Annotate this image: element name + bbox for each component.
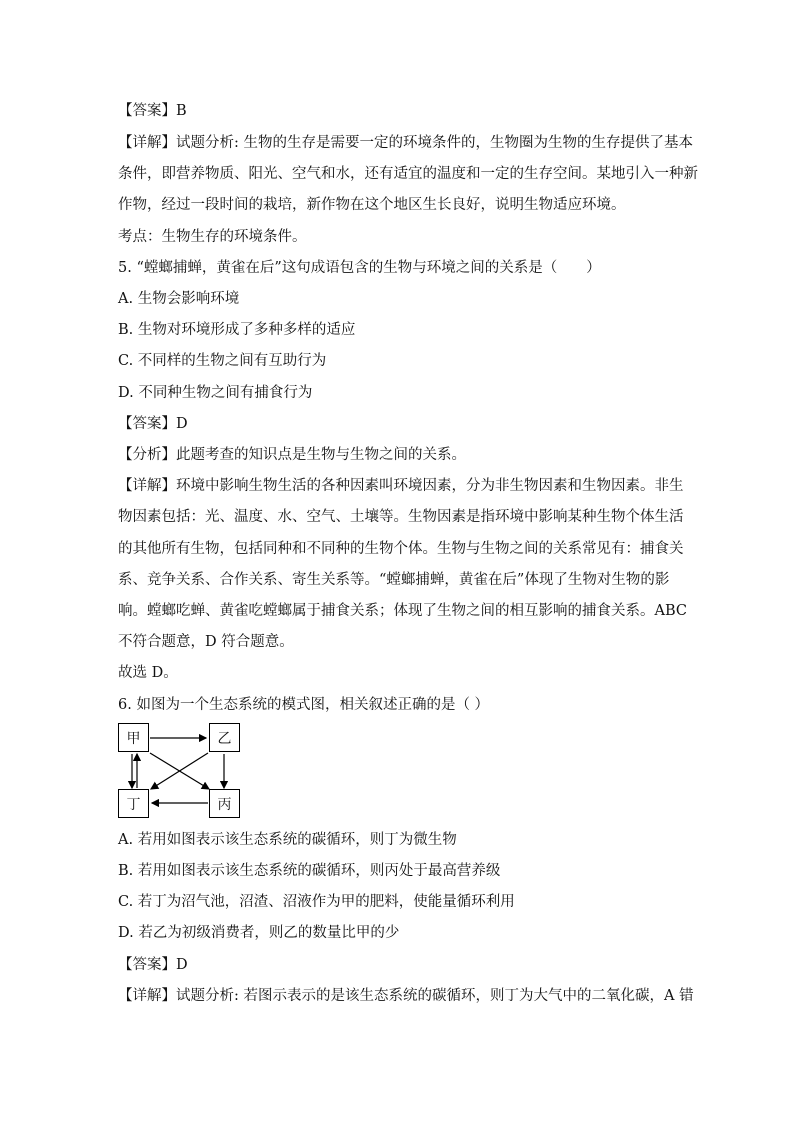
option-c: C. 若丁为沼气池，沼渣、沼液作为甲的肥料，使能量循环利用 [118,894,515,910]
explanation-line: 响。螳螂吃蝉、黄雀吃螳螂属于捕食关系；体现了生物之间的相互影响的捕食关系。ABC [118,603,687,619]
option-b: B. 若用如图表示该生态系统的碳循环，则丙处于最高营养级 [118,863,501,879]
option-d: D. 若乙为初级消费者，则乙的数量比甲的少 [118,925,400,941]
option-b: B. 生物对环境形成了多种多样的适应 [118,322,356,338]
answer-label-5: 【答案】D [118,416,188,432]
explanation-line: 系、竞争关系、合作关系、寄生关系等。“螳螂捕蝉，黄雀在后”体现了生物对生物的影 [118,572,670,588]
answer-label-6: 【答案】D [118,957,188,973]
ecosystem-diagram [118,718,248,824]
explanation-line: 的其他所有生物，包括同种和不同种的生物个体。生物与生物之间的关系常见有：捕食关 [118,541,684,557]
answer-label-4: 【答案】B [118,103,187,119]
explanation-line: 作物，经过一段时间的栽培，新作物在这个地区生长良好，说明生物适应环境。 [118,197,626,213]
node-ding: 丁 [118,789,149,818]
node-yi: 乙 [209,723,240,752]
explanation-line: 不符合题意，D 符合题意。 [118,634,294,650]
option-a: A. 若用如图表示该生态系统的碳循环，则丁为微生物 [118,832,457,848]
option-a: A. 生物会影响环境 [118,291,240,307]
question-6: 6. 如图为一个生态系统的模式图，相关叙述正确的是（ ） [118,697,490,713]
analysis-line: 【分析】此题考查的知识点是生物与生物之间的关系。 [118,447,466,463]
explanation-line: 【详解】试题分析: 生物的生存是需要一定的环境条件的，生物圈为生物的生存提供了基本 [118,135,693,151]
conclusion-line: 故选 D。 [118,665,178,681]
key-point: 考点：生物生存的环境条件。 [118,229,307,245]
option-d: D. 不同种生物之间有捕食行为 [118,385,313,401]
node-jia: 甲 [118,723,149,752]
explanation-line: 【详解】环境中影响生物生活的各种因素叫环境因素，分为非生物因素和生物因素。非生 [118,478,684,494]
question-5: 5. “螳螂捕蝉，黄雀在后”这句成语包含的生物与环境之间的关系是（ ） [118,260,601,276]
option-c: C. 不同样的生物之间有互助行为 [118,353,327,369]
explanation-line: 【详解】试题分析: 若图示表示的是该生态系统的碳循环，则丁为大气中的二氧化碳，A 错 [118,988,694,1004]
explanation-line: 条件，即营养物质、阳光、空气和水，还有适宜的温度和一定的生存空间。某地引入一种新 [118,166,698,182]
explanation-line: 物因素包括：光、温度、水、空气、土壤等。生物因素是指环境中影响某种生物个体生活 [118,509,684,525]
node-bing: 丙 [209,789,240,818]
